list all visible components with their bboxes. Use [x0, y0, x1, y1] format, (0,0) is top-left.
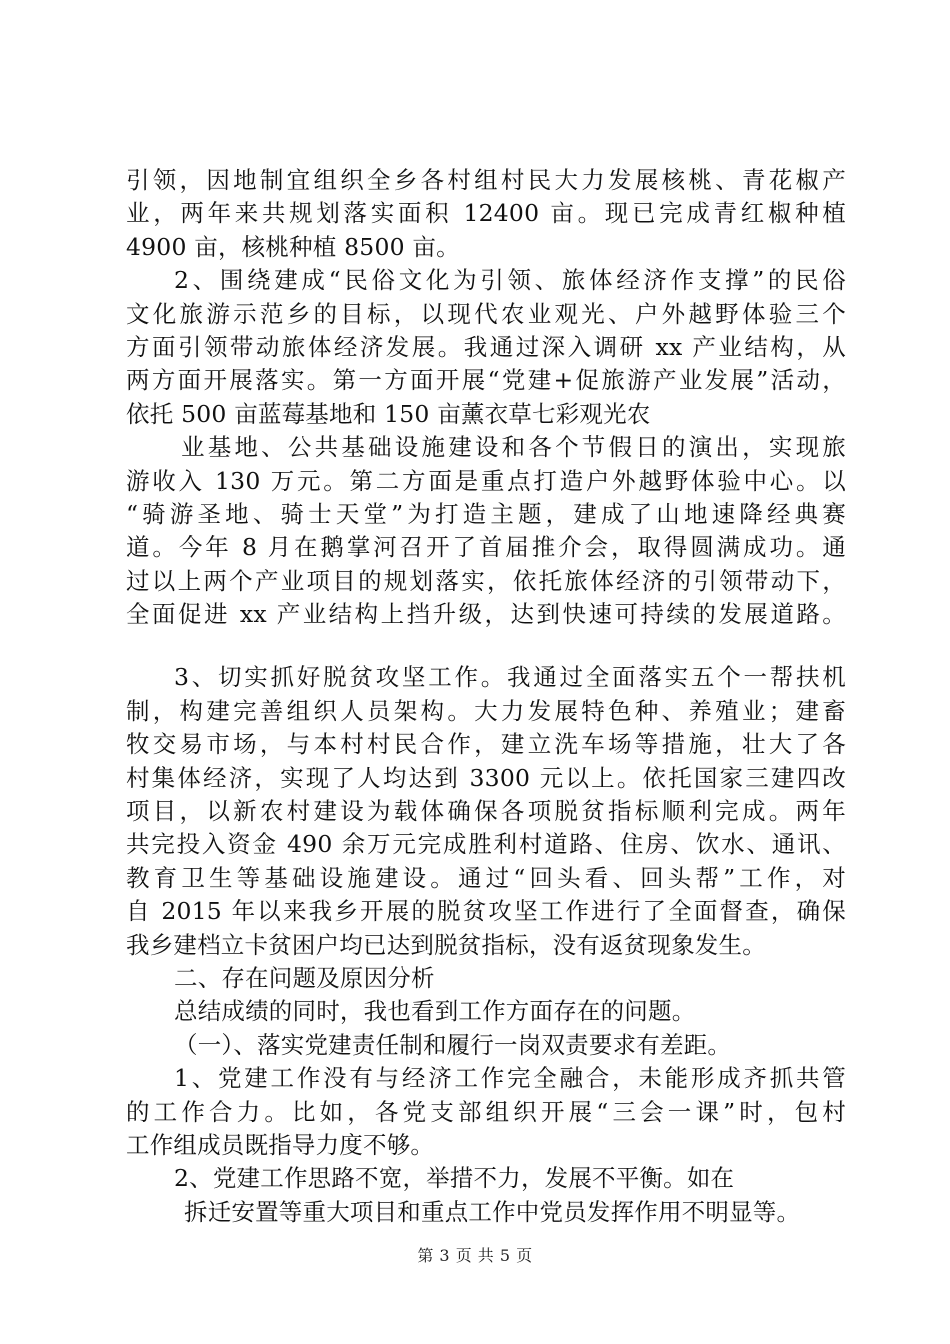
text-line: 1、党建工作没有与经济工作完全融合，未能形成齐抓共管 [174, 1064, 846, 1093]
text-line: 的工作合力。比如，各党支部组织开展“三会一课”时，包村 [126, 1097, 846, 1126]
text-line: 依托 500 亩蓝莓基地和 150 亩薰衣草七彩观光农 [126, 399, 651, 428]
text-line: 全面促进 xx 产业结构上挡升级，达到快速可持续的发展道路。 [126, 600, 846, 629]
text-line: 业，两年来共规划落实面积 12400 亩。现已完成青红椒种植 [126, 199, 846, 228]
paragraph-gap [126, 631, 846, 661]
document-body [126, 164, 846, 1229]
text-line: 我乡建档立卡贫困户均已达到脱贫指标，没有返贫现象发生。 [126, 930, 766, 959]
text-line: 共完投入资金 490 余万元完成胜利村道路、住房、饮水、通讯、 [126, 830, 846, 859]
page-number-footer: 第 3 页 共 5 页 [417, 1246, 533, 1265]
text-line: 3、切实抓好脱贫攻坚工作。我通过全面落实五个一帮扶机 [174, 663, 846, 692]
text-line: 方面引领带动旅体经济发展。我通过深入调研 xx 产业结构，从 [126, 332, 846, 361]
text-line: 2、党建工作思路不宽，举措不力，发展不平衡。如在 [174, 1164, 735, 1193]
text-line: 总结成绩的同时，我也看到工作方面存在的问题。 [174, 997, 696, 1026]
subsection-heading: （一）、落实党建责任制和履行一岗双责要求有差距。 [174, 1030, 732, 1059]
text-line: 制，构建完善组织人员架构。大力发展特色种、养殖业；建畜 [126, 696, 846, 725]
text-line: 业基地、公共基础设施建设和各个节假日的演出，实现旅 [181, 433, 846, 462]
text-line: 游收入 130 万元。第二方面是重点打造户外越野体验中心。以 [126, 466, 846, 495]
text-line: 项目，以新农村建设为载体确保各项脱贫指标顺利完成。两年 [126, 797, 846, 826]
text-line: 拆迁安置等重大项目和重点工作中党员发挥作用不明显等。 [184, 1197, 801, 1226]
text-line: 过以上两个产业项目的规划落实，依托旅体经济的引领带动下， [126, 566, 846, 595]
text-line: 文化旅游示范乡的目标，以现代农业观光、户外越野体验三个 [126, 299, 846, 328]
text-line: 工作组成员既指导力度不够。 [126, 1130, 435, 1159]
text-line: 引领，因地制宜组织全乡各村组村民大力发展核桃、青花椒产 [126, 166, 846, 194]
text-line: 教育卫生等基础设施建设。通过“回头看、回头帮”工作，对 [126, 863, 846, 892]
text-line: 两方面开展落实。第一方面开展“党建+促旅游产业发展”活动， [126, 366, 846, 395]
text-line: 2、围绕建成“民俗文化为引领、旅体经济作支撑”的民俗 [174, 266, 846, 295]
section-heading: 二、存在问题及原因分析 [174, 963, 435, 992]
text-line: 4900 亩，核桃种植 8500 亩。 [126, 232, 460, 261]
text-line: “骑游圣地、骑士天堂”为打造主题，建成了山地速降经典赛 [126, 499, 846, 528]
text-line: 自 2015 年以来我乡开展的脱贫攻坚工作进行了全面督查，确保 [126, 897, 846, 926]
text-line: 牧交易市场，与本村村民合作，建立洗车场等措施，壮大了各 [126, 730, 846, 759]
text-line: 村集体经济，实现了人均达到 3300 元以上。依托国家三建四改 [126, 763, 846, 792]
text-line: 道。今年 8 月在鹅掌河召开了首届推介会，取得圆满成功。通 [126, 533, 846, 562]
